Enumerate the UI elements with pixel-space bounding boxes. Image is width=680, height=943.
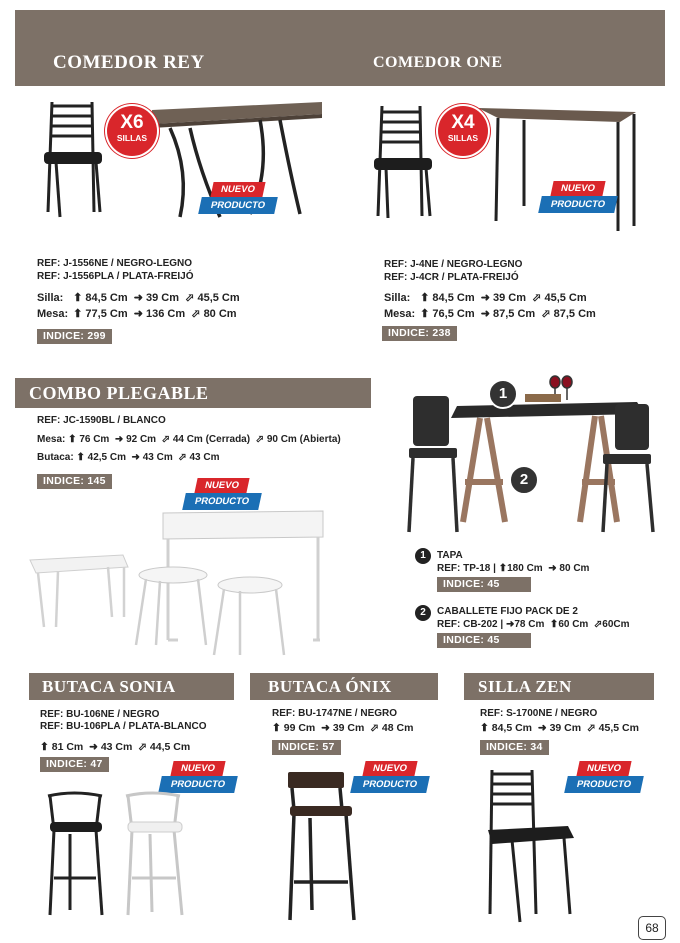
onix-ref: REF: BU-1747NE / NEGRO [272, 708, 398, 719]
zen-ref: REF: S-1700NE / NEGRO [480, 708, 598, 719]
depth-arrow-icon: ⬀ [182, 292, 195, 304]
tapa-indice: INDICE: 45 [437, 577, 531, 592]
depth-arrow-icon: ⬀ [175, 452, 187, 463]
tapa-number: 1 [415, 548, 431, 564]
tapa-dims: REF: TP-18 | ⬆180 Cm ➜ 80 Cm [437, 563, 590, 574]
butaca-onix-title: BUTACA ÓNIX [268, 677, 392, 696]
height-arrow-icon: ⬆ [68, 434, 77, 445]
depth-arrow-icon: ⬀ [529, 292, 542, 304]
depth-arrow-icon: ⬀ [538, 308, 551, 320]
top-banner [15, 10, 665, 86]
mesa-label: Mesa: [384, 308, 416, 320]
height-arrow-icon: ⬆ [498, 563, 508, 574]
butaca-onix-image [282, 770, 372, 930]
one-ref-1: REF: J-4NE / NEGRO-LEGNO [384, 259, 523, 270]
sonia-ref-1: REF: BU-106NE / NEGRO [40, 709, 160, 720]
nuevo-producto-badge: NUEVO PRODUCTO [160, 761, 236, 797]
height-arrow-icon: ⬆ [272, 722, 281, 734]
height-arrow-icon: ⬆ [547, 619, 559, 630]
comedor-one-title: COMEDOR ONE [373, 54, 503, 71]
rey-ref-1: REF: J-1556NE / NEGRO-LEGNO [37, 258, 193, 269]
nuevo-producto-badge: NUEVO PRODUCTO [200, 182, 276, 218]
four-chairs-seal: X4 SILLAS [438, 106, 488, 156]
width-arrow-icon: ➜ [86, 741, 98, 753]
width-arrow-icon: ➜ [318, 722, 330, 734]
nuevo-producto-badge: NUEVO PRODUCTO [566, 761, 642, 797]
combo-butaca-dims: Butaca: ⬆ 42,5 Cm ➜ 43 Cm ⬀ 43 Cm [37, 452, 220, 463]
sonia-ref-2: REF: BU-106PLA / PLATA-BLANCO [40, 721, 207, 732]
comedor-one-image [368, 96, 648, 246]
silla-label: Silla: [37, 292, 64, 304]
height-arrow-icon: ⬆ [40, 741, 49, 753]
height-arrow-icon: ⬆ [70, 308, 83, 320]
tapa-title: TAPA [437, 550, 463, 561]
mesa-label: Mesa: [37, 308, 69, 320]
caballete-indice: INDICE: 45 [437, 633, 531, 648]
comedor-rey-title: COMEDOR REY [53, 52, 205, 73]
depth-arrow-icon: ⬀ [135, 741, 147, 753]
combo-mesa-dims: Mesa: ⬆ 76 Cm ➜ 92 Cm ⬀ 44 Cm (Cerrada) ⬀ 90 Cm (Abierta) [37, 434, 341, 445]
width-arrow-icon: ➜ [505, 619, 515, 630]
sonia-dims: ⬆ 81 Cm ➜ 43 Cm ⬀ 44,5 Cm [40, 741, 191, 753]
combo-plegable-image [28, 505, 338, 655]
one-silla-dims: Silla: ⬆ 84,5 Cm ➜ 39 Cm ⬀ 45,5 Cm [384, 292, 587, 304]
height-arrow-icon: ⬆ [417, 292, 430, 304]
silla-zen-banner [464, 673, 654, 700]
one-indice: INDICE: 238 [382, 326, 457, 341]
silla-zen-title: SILLA ZEN [478, 677, 572, 696]
butaca-sonia-banner [29, 673, 234, 700]
depth-arrow-icon: ⬀ [252, 434, 265, 445]
combo-indice: INDICE: 145 [37, 474, 112, 489]
silla-zen-image [484, 764, 584, 924]
rey-silla-dims: Silla: ⬆ 84,5 Cm ➜ 39 Cm ⬀ 45,5 Cm [37, 292, 240, 304]
width-arrow-icon: ➜ [112, 434, 124, 445]
width-arrow-icon: ➜ [130, 292, 143, 304]
six-chairs-seal: X6 SILLAS [107, 106, 157, 156]
height-arrow-icon: ⬆ [76, 452, 85, 463]
width-arrow-icon: ➜ [128, 452, 140, 463]
rey-mesa-dims: Mesa: ⬆ 77,5 Cm ➜ 136 Cm ⬀ 80 Cm [37, 308, 237, 320]
one-mesa-dims: Mesa: ⬆ 76,5 Cm ➜ 87,5 Cm ⬀ 87,5 Cm [384, 308, 596, 320]
nuevo-producto-badge: NUEVO PRODUCTO [540, 181, 616, 217]
height-arrow-icon: ⬆ [417, 308, 430, 320]
one-ref-2: REF: J-4CR / PLATA-FREIJÓ [384, 272, 519, 283]
width-arrow-icon: ➜ [477, 292, 490, 304]
rey-indice: INDICE: 299 [37, 329, 112, 344]
depth-arrow-icon: ⬀ [188, 308, 201, 320]
butaca-label: Butaca: [37, 452, 74, 463]
butaca-onix-banner [250, 673, 438, 700]
rey-ref-2: REF: J-1556PLA / PLATA-FREIJÓ [37, 271, 194, 282]
onix-dims: ⬆ 99 Cm ➜ 39 Cm ⬀ 48 Cm [272, 722, 414, 734]
width-arrow-icon: ➜ [477, 308, 490, 320]
nuevo-producto-badge: NUEVO PRODUCTO [352, 761, 428, 797]
depth-arrow-icon: ⬀ [584, 722, 596, 734]
comedor-rey-image [30, 92, 320, 252]
width-arrow-icon: ➜ [545, 563, 557, 574]
combo-plegable-banner [15, 378, 371, 408]
caballete-number: 2 [415, 605, 431, 621]
tapa-caballete-image [405, 372, 670, 542]
silla-label: Silla: [384, 292, 411, 304]
number-1-marker: 1 [488, 379, 518, 409]
combo-plegable-title: COMBO PLEGABLE [29, 383, 209, 403]
caballete-dims: REF: CB-202 | ➜78 Cm ⬆60 Cm ⬀60Cm [437, 619, 630, 630]
zen-dims: ⬆ 84,5 Cm ➜ 39 Cm ⬀ 45,5 Cm [480, 722, 639, 734]
width-arrow-icon: ➜ [534, 722, 547, 734]
combo-ref: REF: JC-1590BL / BLANCO [37, 415, 166, 426]
page-number: 68 [638, 916, 666, 940]
width-arrow-icon: ➜ [130, 308, 143, 320]
caballete-title: CABALLETE FIJO PACK DE 2 [437, 606, 578, 617]
zen-indice: INDICE: 34 [480, 740, 549, 755]
height-arrow-icon: ⬆ [70, 292, 83, 304]
number-2-marker: 2 [509, 465, 539, 495]
butaca-sonia-image [40, 790, 210, 920]
height-arrow-icon: ⬆ [480, 722, 489, 734]
depth-arrow-icon: ⬀ [591, 619, 603, 630]
onix-indice: INDICE: 57 [272, 740, 341, 755]
depth-arrow-icon: ⬀ [367, 722, 379, 734]
nuevo-producto-badge: NUEVO PRODUCTO [184, 478, 260, 514]
depth-arrow-icon: ⬀ [158, 434, 171, 445]
sonia-indice: INDICE: 47 [40, 757, 109, 772]
mesa-label: Mesa: [37, 434, 66, 445]
butaca-sonia-title: BUTACA SONIA [42, 677, 176, 696]
